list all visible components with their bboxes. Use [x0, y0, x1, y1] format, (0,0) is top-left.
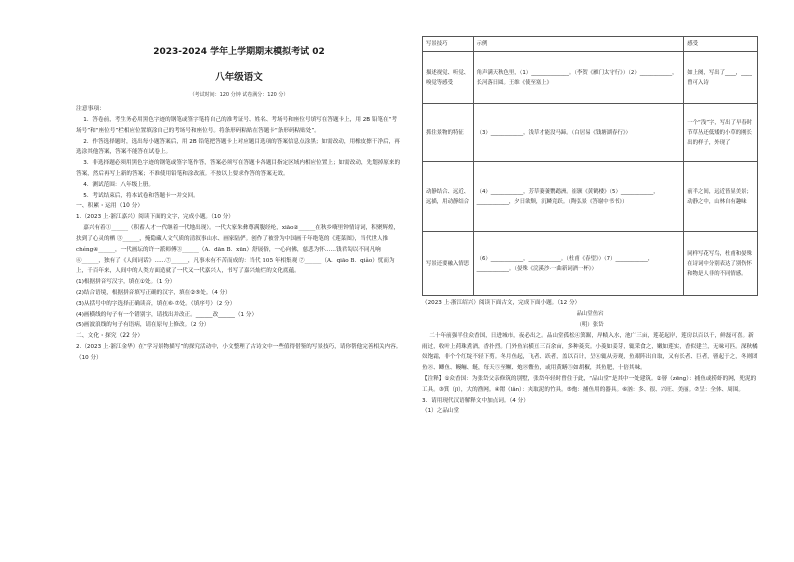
section2-heading: 二、文化・探究（22 分） — [76, 333, 144, 340]
question-1-sub3: (3)从括号中的字选择正确读音，填在⑥·⑦处。（填序号）（2 分） — [76, 300, 236, 307]
reading-author: （明）张岱 — [576, 321, 604, 328]
table-row — [423, 52, 758, 104]
reading-title: 品山堂鱼宕 — [576, 310, 604, 317]
table-header-row — [423, 37, 758, 52]
notice-heading: 注意事项： — [76, 106, 105, 112]
question-1-sub2: (2)结合语境，根据拼音填写正确的汉字，填在②⑤处。（4 分） — [76, 289, 231, 296]
notice-item-1: 1．答卷前，考生务必用黑色字迹的钢笔或签字笔将自己的准考证号、姓名、考场号和座位号填写在答题卡上，用 2B 铅笔在“考场号”和“座位号”栏相应位置填涂自己的考场号和座位号。将条形码粘贴在答题卡“条形码粘贴处”。 — [76, 117, 398, 134]
table-cell-skill: 写景还要融入情思 — [423, 232, 474, 296]
table-cell-skill: 描述视觉、听觉、嗅觉等感受 — [423, 52, 474, 104]
table-header-feeling: 感受 — [684, 37, 758, 52]
notice-item-3: 3．非选择题必须用黑色字迹的钢笔或签字笔作答，答案必须写在答题卡各题目指定区域内相应位置上；如需改动，先划掉原来的答案，然后再写上新的答案；不准使用铅笔和涂改液。不按以上要求作答的答案无效。 — [76, 160, 401, 177]
table-cell-example: （3）____________，浅草才能没马蹄。（白居易《钱塘湖春行》） — [473, 104, 684, 162]
notice-item-5: 5．考试结束后，将本试卷和答题卡一并交回。 — [83, 192, 199, 199]
exam-title: 2023-2024 学年上学期期末模拟考试 02 — [153, 47, 325, 57]
notice-item-2: 2．作答选择题时，选出每小题答案后，用 2B 铅笔把答题卡上对应题目选项的答案信息点涂黑；如需改动，用橡皮擦干净后，再选涂其他答案，答案不能答在试卷上。 — [76, 138, 400, 156]
question-3-sub1: （1）之品山堂 — [422, 408, 460, 415]
table-cell-example: （4）____________，芳草萋萋鹦鹉洲。崔颢《黄鹤楼》（5）____________，____________，夕日欲颓，沉鳞竞跃。（陶弘景《答谢中书书》） — [473, 162, 684, 232]
table-cell-feeling: 一个“浅”字，写出了早春时节草丛还低矮的小草的刚长出的样子，外现了 — [684, 104, 758, 162]
notice-item-4: 4．测试范围：八年级上册。 — [83, 181, 154, 188]
scenery-technique-table — [422, 36, 758, 296]
table-cell-feeling: 同样写花写鸟，杜甫和晏殊在诗词中分别表达了别伤怀和物是人非的不同情感。 — [684, 232, 758, 296]
question-1-sub4: (4)画横线的句子有一个错别字，请找出并改正。______改______（1 分） — [76, 311, 258, 318]
table-cell-example: 角声满天秋色里，（1）______________。（李贺《雁门太守行》）（2）____________，长河落日圆。王维《使至塞上》 — [473, 52, 684, 104]
table-row — [423, 232, 758, 296]
table-header-example: 示例 — [473, 37, 684, 52]
right-column — [422, 36, 758, 417]
table-row — [423, 162, 758, 232]
table-cell-feeling: 如上阕，写出了____，____曾可入诗 — [684, 52, 758, 104]
question-2-stem: 2.（2023 上·浙江金华）在“学习景物描写”的探究活动中，小文整理了古诗文中一些值得借鉴的写景技巧，请你帮他完善相关内容。（10 分） — [76, 344, 402, 361]
table-cell-skill: 抓住景物的特征 — [423, 104, 474, 162]
section1-heading: 一、积累・运用（10 分） — [76, 203, 144, 210]
question-1-passage: 嘉兴有着①______（积蓄人才一代继着一代地出现）。一代大家朱彝尊满腹经纶，xiāo②______在秋乡嗨里钟情诗词，积聚辉煌，扶到了心灵的栖 ③______，掩隐藏人文气质的清叙事山水、画家陆俨。创作了被誉为中国画千年绝笔的《莲菜图》，当代世人推 chéng④______，一代画坛的许一派师傅③______（A．dān B．xūn）舒展俗，一心向佛，慈悲为怀……钱君匋以不同凡响⑥______，独有了《人间词话》……⑦______，凡事未有不苦而成的：当代 105 年相集观 ⑦______（A．qiāo B．qiǎo）忧而为上，千百年来，人间中的人类方面造就了一代又一代嘉兴人，书写了嘉兴灿烂的文化底蕴。 — [76, 225, 400, 275]
left-column — [76, 40, 402, 364]
question-3-stem: 3．请用现代汉语解释文中加点词。（4 分） — [422, 397, 529, 404]
reading-intro: （2023 上·浙江绍兴）阅读下面古文，完成下面小题。（12 分） — [422, 300, 581, 306]
table-header-skill: 写景技巧 — [423, 37, 474, 52]
question-1-sub1: (1)根据拼音写汉字，填在①处。（1 分） — [76, 279, 176, 286]
reading-passage: 二十年前强半住众香国，日进城市，夜必出之。品山堂孤松④箕踞，岸帻入水，池广三亩，莲花起岸，莲房以百以千，鲜磊可喜。新雨过，收叶上荷珠煮酒，香扑烈。门外鱼宕横亘三百余亩，多种菱芡。小菱如姜芽，辄采食之，嫩如莲实，香似建兰，无味可匹。深秋橘奴饱霜，非个个红绽不轻下剪。冬月鱼起，飞者、跃者，盖以百计，呈⑥辄从旁观，鱼艰阵出自取，又有长者、巨者，罾起于之，冬则团鱼⑧、鲫鱼、鳗鲡、鲢，每天⑤至鳜、炮⑧鳖鱼，或用黄鳝⑤如胡椒，其鱼肥，十倍其味。 — [422, 332, 758, 372]
reading-notes: 【注释】①众香国：为张岱父亲修筑的别墅，张岱年轻时曾住于此，“品山堂”是其中一处建筑。②罾（zēng）：捕鱼或捞虾的网，兜泥的工具。③箕（jī），大的渔网。④罱（lǎn）：夹取泥的竹具。⑤炮：捕鱼用的器具。⑥汹：多、很、兴旺、美丽。⑦呈：全体、周围。 — [422, 375, 757, 393]
table-cell-skill: 动静结合、远近、远描，用动静结合 — [423, 162, 474, 232]
question-1-sub5: (5)画波浪线的句子有语病，请在原句上修改。（2 分） — [76, 322, 210, 329]
exam-info: （考试时间：120 分钟 试卷满分：120 分） — [189, 92, 289, 98]
table-cell-feeling: 前半之间，远近皆显美景；动静之中，山林自有趣味 — [684, 162, 758, 232]
exam-subtitle: 八年级语文 — [215, 72, 263, 83]
question-1-stem: 1.（2023 上·浙江嘉兴）阅读下面的文字，完成小题。（10 分） — [76, 214, 234, 221]
table-cell-example: （6）____________，____________。（杜甫《春望》）（7）____________，____________。（晏殊《浣溪沙·一曲新词酒一杯》） — [473, 232, 684, 296]
table-row — [423, 104, 758, 162]
